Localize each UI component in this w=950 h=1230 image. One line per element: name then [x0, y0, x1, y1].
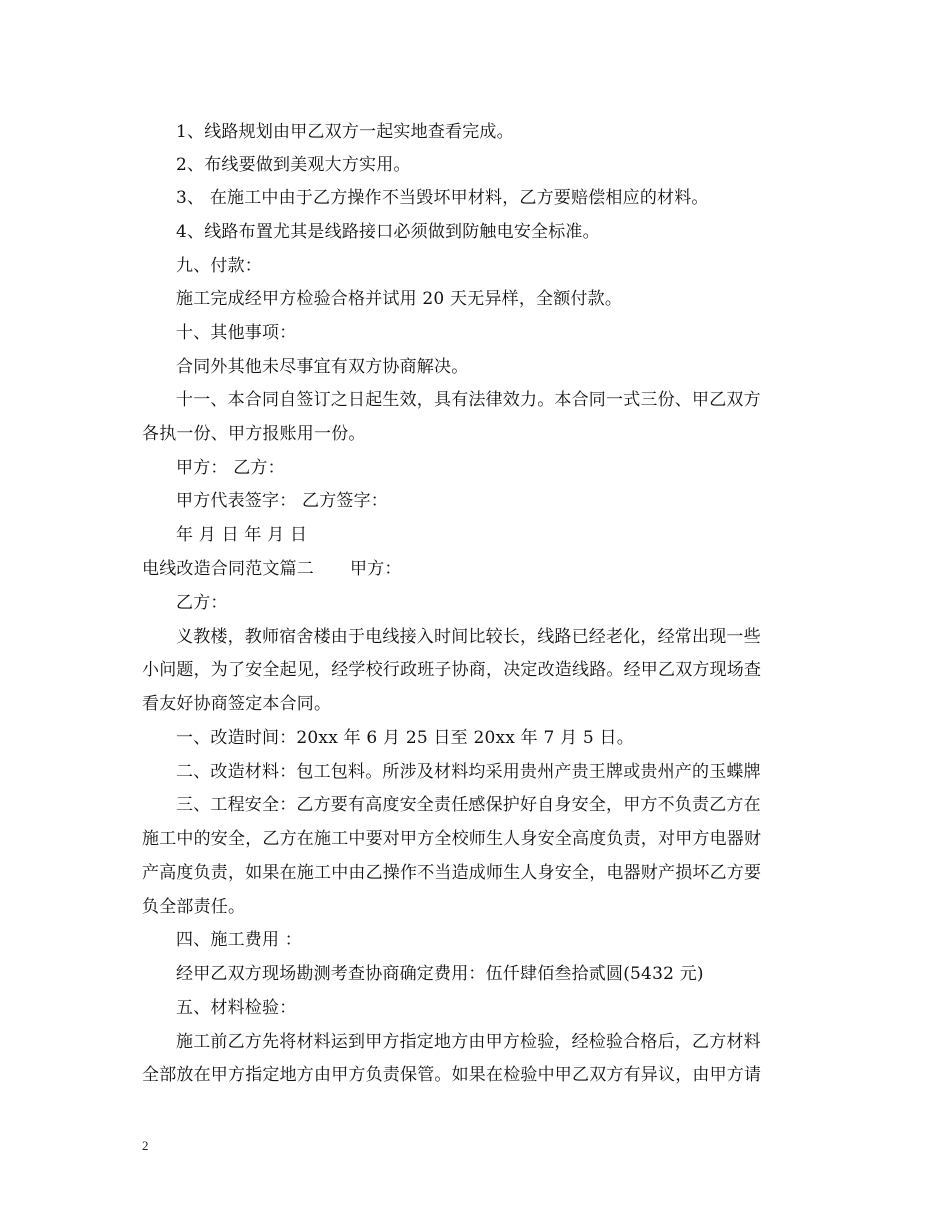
paragraph-line: 施工完成经甲方检验合格并试用 20 天无异样，全额付款。	[176, 289, 623, 309]
section-heading: 五、材料检验：	[176, 998, 297, 1018]
paragraph-line: 经甲乙双方现场勘测考查协商确定费用：伍仟肆佰叁拾贰圆(5432 元)	[176, 964, 704, 984]
paragraph-line: 负全部责任。	[142, 897, 246, 917]
signature-parties: 甲方： 乙方：	[176, 458, 285, 478]
paragraph-line: 看友好协商签定本合同。	[142, 694, 332, 714]
paragraph-line: 1、线路规划由甲乙双方一起实地查看完成。	[176, 122, 514, 142]
paragraph-line: 合同外其他未尽事宜有双方协商解决。	[176, 357, 469, 377]
paragraph-line: 2、布线要做到美观大方实用。	[176, 155, 411, 175]
paragraph-line: 施工中的安全，乙方在施工中要对甲方全校师生人身安全高度负责，对甲方电器财	[142, 829, 762, 849]
page-number: 2	[142, 1138, 149, 1153]
paragraph-line: 二、改造材料：包工包料。所涉及材料均采用贵州产贵王牌或贵州产的玉蝶牌	[176, 762, 761, 782]
paragraph-line: 3、 在施工中由于乙方操作不当毁坏甲材料，乙方要赔偿相应的材料。	[176, 188, 709, 208]
paragraph-line: 各执一份、甲方报账用一份。	[142, 424, 366, 444]
paragraph-line: 一、改造时间：20xx 年 6 月 25 日至 20xx 年 7 月 5 日。	[176, 728, 634, 748]
paragraph-line: 4、线路布置尤其是线路接口必须做到防触电安全标准。	[176, 222, 600, 242]
paragraph-line: 义教楼，教师宿舍楼由于电线接入时间比较长，线路已经老化，经常出现一些	[176, 627, 761, 647]
date-line: 年 月 日 年 月 日	[176, 525, 308, 545]
signature-line: 甲方代表签字： 乙方签字：	[176, 491, 389, 511]
paragraph-line: 三、工程安全：乙方要有高度安全责任感保护好自身安全，甲方不负责乙方在	[176, 795, 761, 815]
paragraph-line: 全部放在甲方指定地方由甲方负责保管。如果在检验中甲乙双方有异议，由甲方请	[142, 1065, 762, 1085]
section-heading: 九、付款：	[176, 256, 262, 276]
section-title-line	[142, 557, 402, 581]
section-heading: 十、其他事项：	[176, 323, 297, 343]
section-heading: 四、施工费用 ：	[176, 930, 303, 950]
paragraph-line: 产高度负责，如果在施工中由乙操作不当造成师生人身安全，电器财产损坏乙方要	[142, 863, 762, 883]
party-b-label: 乙方：	[176, 593, 228, 613]
paragraph-line: 施工前乙方先将材料运到甲方指定地方由甲方检验，经检验合格后，乙方材料	[176, 1032, 761, 1052]
paragraph-line: 小问题，为了安全起见，经学校行政班子协商，决定改造线路。经甲乙双方现场查	[142, 660, 762, 680]
article-title: 电线改造合同范文篇二	[142, 559, 314, 579]
party-a-label: 甲方：	[350, 559, 402, 579]
paragraph-line: 十一、本合同自签订之日起生效，具有法律效力。本合同一式三份、甲乙双方	[176, 390, 761, 410]
